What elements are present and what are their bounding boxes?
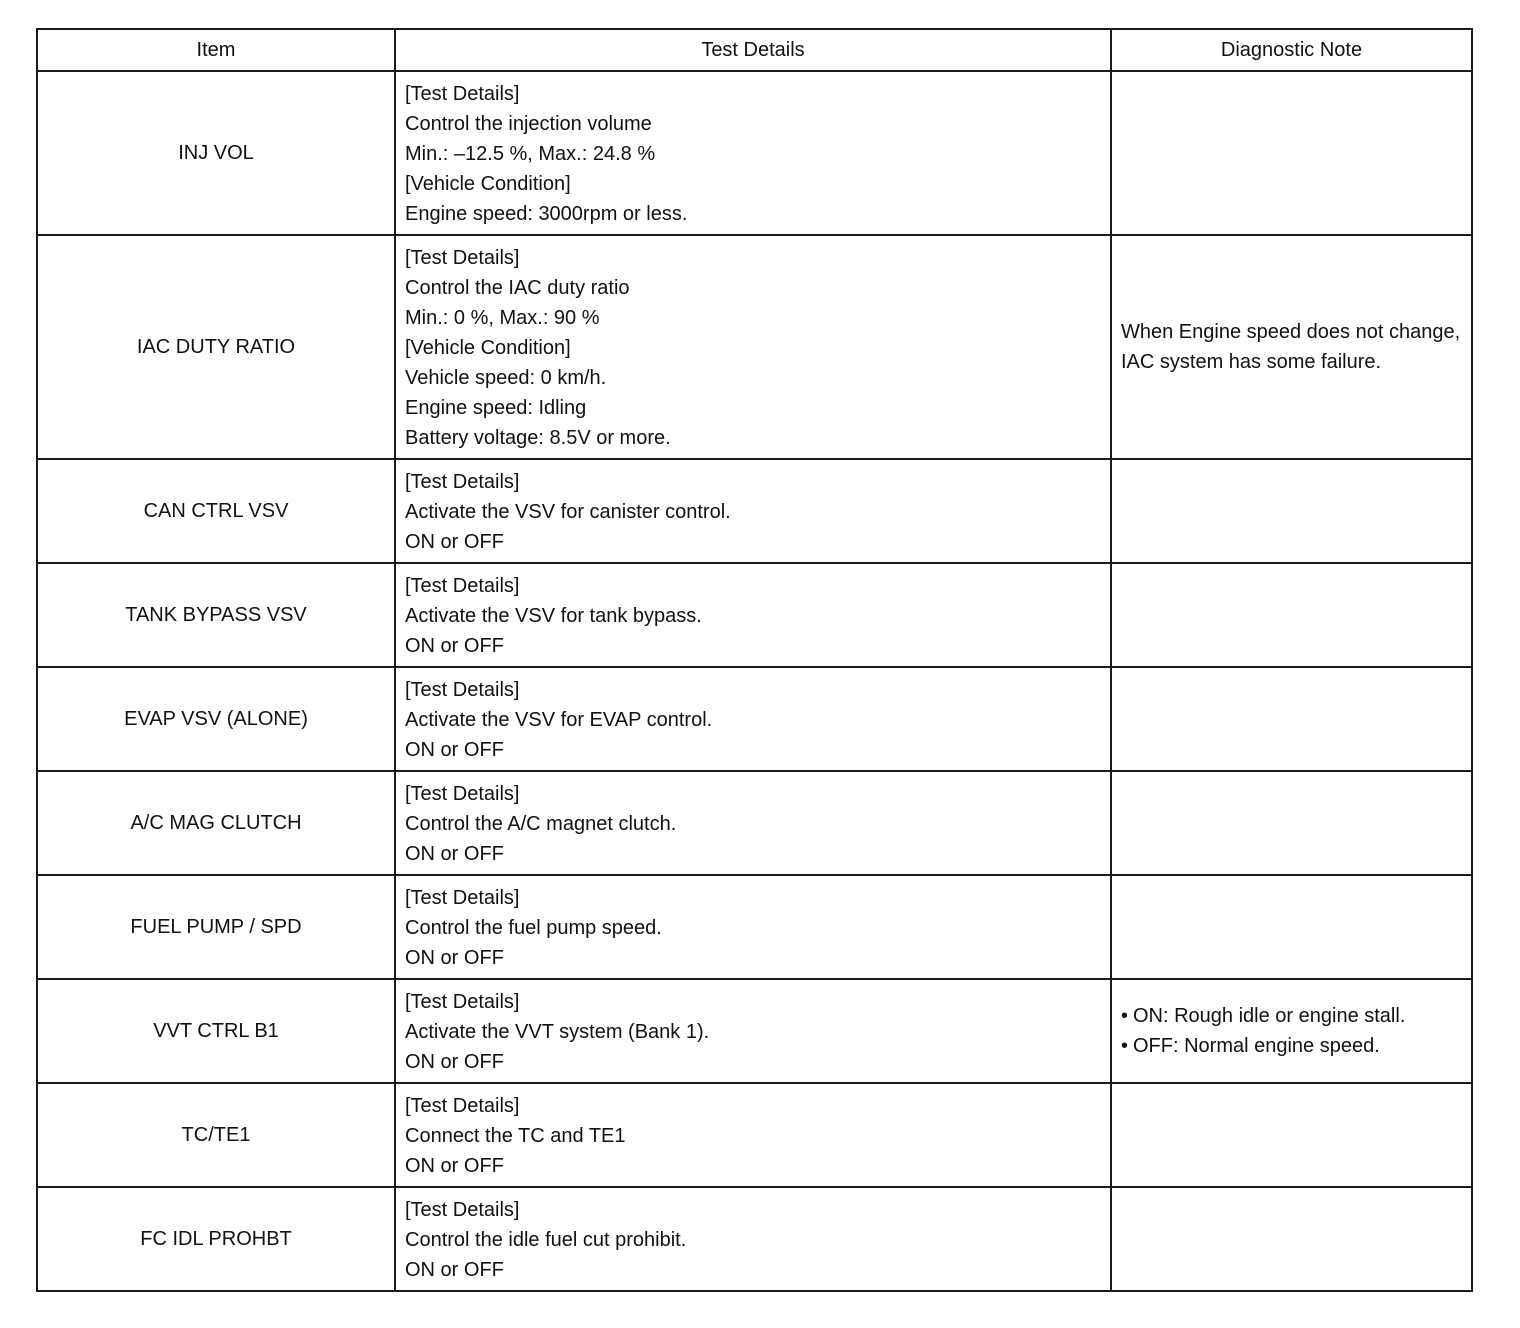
diagnostic-note-cell [1111,771,1472,875]
test-detail-line: [Test Details] [405,887,520,909]
test-detail-line: ON or OFF [405,531,504,553]
test-detail-line: [Test Details] [405,83,520,105]
test-details-cell [395,563,1111,667]
test-detail-line: ON or OFF [405,635,504,657]
test-detail-line: ON or OFF [405,1155,504,1177]
test-detail-line: Engine speed: 3000rpm or less. [405,203,688,225]
diagnostic-note-text: When Engine speed does not change, IAC system has some failure. [1121,321,1461,373]
table-row [37,771,1472,875]
test-detail-line: Activate the VSV for tank bypass. [405,605,702,627]
bullet-icon: • [1121,1035,1129,1057]
test-details-cell [395,1187,1111,1291]
header-row [37,29,1472,71]
item-cell: FUEL PUMP / SPD [37,875,395,979]
table-row [37,71,1472,235]
test-detail-line: Control the fuel pump speed. [405,917,662,939]
item-cell: VVT CTRL B1 [37,979,395,1083]
test-detail-line: Control the idle fuel cut prohibit. [405,1229,687,1251]
test-details-cell [395,1083,1111,1187]
test-details-cell [395,71,1111,235]
table-row [37,1187,1472,1291]
test-detail-line: ON or OFF [405,947,504,969]
item-cell: CAN CTRL VSV [37,459,395,563]
table-row [37,459,1472,563]
item-cell: INJ VOL [37,71,395,235]
test-detail-line: [Vehicle Condition] [405,337,571,359]
test-detail-line: [Test Details] [405,991,520,1013]
test-detail-line: Control the injection volume [405,113,652,135]
diagnostic-note-cell [1111,71,1472,235]
test-detail-line: ON or OFF [405,843,504,865]
test-detail-line: [Test Details] [405,783,520,805]
item-cell: TANK BYPASS VSV [37,563,395,667]
table-row [37,235,1472,459]
bullet-icon: • [1121,1005,1129,1027]
diagnostic-note-cell [1111,1187,1472,1291]
item-cell: TC/TE1 [37,1083,395,1187]
test-detail-line: [Test Details] [405,247,520,269]
item-cell: A/C MAG CLUTCH [37,771,395,875]
header-item: Item [37,29,395,71]
note-bullet-item [1121,1031,1463,1061]
test-detail-line: [Vehicle Condition] [405,173,571,195]
test-detail-line: ON or OFF [405,739,504,761]
item-cell: FC IDL PROHBT [37,1187,395,1291]
test-detail-line: Activate the VVT system (Bank 1). [405,1021,710,1043]
diagnostic-note-cell [1111,459,1472,563]
test-detail-line: Activate the VSV for canister control. [405,501,731,523]
test-detail-line: [Test Details] [405,1199,520,1221]
note-bullet-item [1121,1001,1463,1031]
diagnostic-note-cell [1111,1083,1472,1187]
test-detail-line: Control the A/C magnet clutch. [405,813,677,835]
diagnostic-note-cell [1111,875,1472,979]
test-detail-line: Vehicle speed: 0 km/h. [405,367,607,389]
test-detail-line: ON or OFF [405,1051,504,1073]
test-details-cell [395,667,1111,771]
table-row [37,1083,1472,1187]
test-details-cell [395,459,1111,563]
table-row [37,667,1472,771]
item-cell: IAC DUTY RATIO [37,235,395,459]
test-detail-line: [Test Details] [405,679,520,701]
test-detail-line: Activate the VSV for EVAP control. [405,709,713,731]
note-bullet-text: OFF: Normal engine speed. [1133,1035,1380,1057]
diagnostic-note-cell [1111,235,1472,459]
test-detail-line: Connect the TC and TE1 [405,1125,626,1147]
diagnostic-note-cell [1111,979,1472,1083]
test-detail-line: ON or OFF [405,1259,504,1281]
diagnostic-note-cell [1111,563,1472,667]
test-detail-line: [Test Details] [405,471,520,493]
item-cell: EVAP VSV (ALONE) [37,667,395,771]
test-detail-line: Battery voltage: 8.5V or more. [405,427,671,449]
test-detail-line: Engine speed: Idling [405,397,587,419]
header-test-details: Test Details [395,29,1111,71]
test-detail-line: [Test Details] [405,1095,520,1117]
test-detail-line: [Test Details] [405,575,520,597]
active-test-table [36,28,1473,1292]
test-details-cell [395,771,1111,875]
header-diagnostic-note: Diagnostic Note [1111,29,1472,71]
table-row [37,563,1472,667]
diagnostic-note-cell [1111,667,1472,771]
test-details-cell [395,979,1111,1083]
table-body [37,71,1472,1291]
test-detail-line: Control the IAC duty ratio [405,277,630,299]
note-bullet-text: ON: Rough idle or engine stall. [1133,1005,1406,1027]
test-details-cell [395,235,1111,459]
test-details-cell [395,875,1111,979]
test-detail-line: Min.: 0 %, Max.: 90 % [405,307,600,329]
test-detail-line: Min.: –12.5 %, Max.: 24.8 % [405,143,656,165]
table-row [37,875,1472,979]
table-row [37,979,1472,1083]
